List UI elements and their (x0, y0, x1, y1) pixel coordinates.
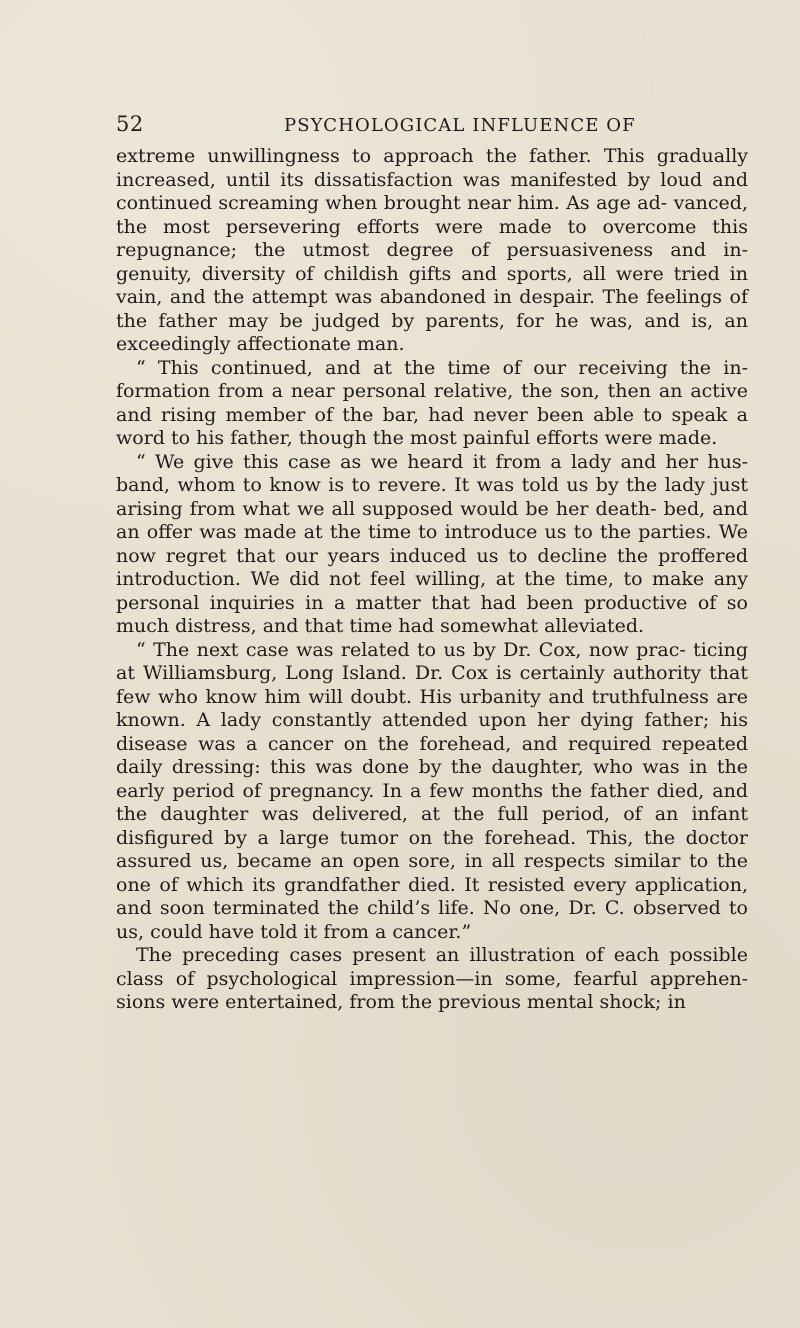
paragraph-2: “ This continued, and at the time of our receiving the in- formation from a near personal relative, the son, then an active and rising member of the bar, had never been able to speak a word to his father, though the most painful efforts were made. (116, 356, 748, 449)
page-header (116, 112, 750, 140)
page-number: 52 (116, 112, 144, 136)
running-head: PSYCHOLOGICAL INFLUENCE OF (284, 115, 636, 136)
paragraph-1: extreme unwillingness to approach the father. This gradually increased, until its dissatisfaction was manifested by loud and continued screaming when brought near him. As age ad- vanced, the most persevering efforts were made to overcome this repugnance; the utmost degree of persuasiveness and in- genuity, diversity of childish gifts and sports, all were tried in vain, and the attempt was abandoned in despair. The feelings of the father may be judged by parents, for he was, and is, an exceedingly affectionate man. (116, 145, 748, 355)
paragraph-4: “ The next case was related to us by Dr. Cox, now prac- ticing at Williamsburg, Long Island. Dr. Cox is certainly authority that few who know him will doubt. His urbanity and truthfulness are known. A lady constantly attended upon her dying father; his disease was a cancer on the forehead, and required repeated daily dressing: this was done by the daughter, who was in the early period of pregnancy. In a few months the father died, and the daughter was delivered, at the full period, of an infant disfigured by a large tumor on the forehead. This, the doctor assured us, became an open sore, in all respects similar to the one of which its grandfather died. It resisted every application, and soon terminated the child’s life. No one, Dr. C. observed to us, could have told it from a cancer.” (116, 638, 748, 943)
paragraph-3: “ We give this case as we heard it from a lady and her hus- band, whom to know is to revere. It was told us by the lady just arising from what we all supposed would be her death- bed, and an offer was made at the time to introduce us to the parties. We now regret that our years induced us to decline the proffered introduction. We did not feel willing, at the time, to make any personal inquiries in a matter that had been productive of so much distress, and that time had somewhat alleviated. (116, 450, 748, 637)
body-text (116, 145, 748, 1015)
paragraph-5: The preceding cases present an illustration of each possible class of psychological impression—in some, fearful apprehen- sions were entertained, from the previous mental shock; in (116, 944, 748, 1013)
